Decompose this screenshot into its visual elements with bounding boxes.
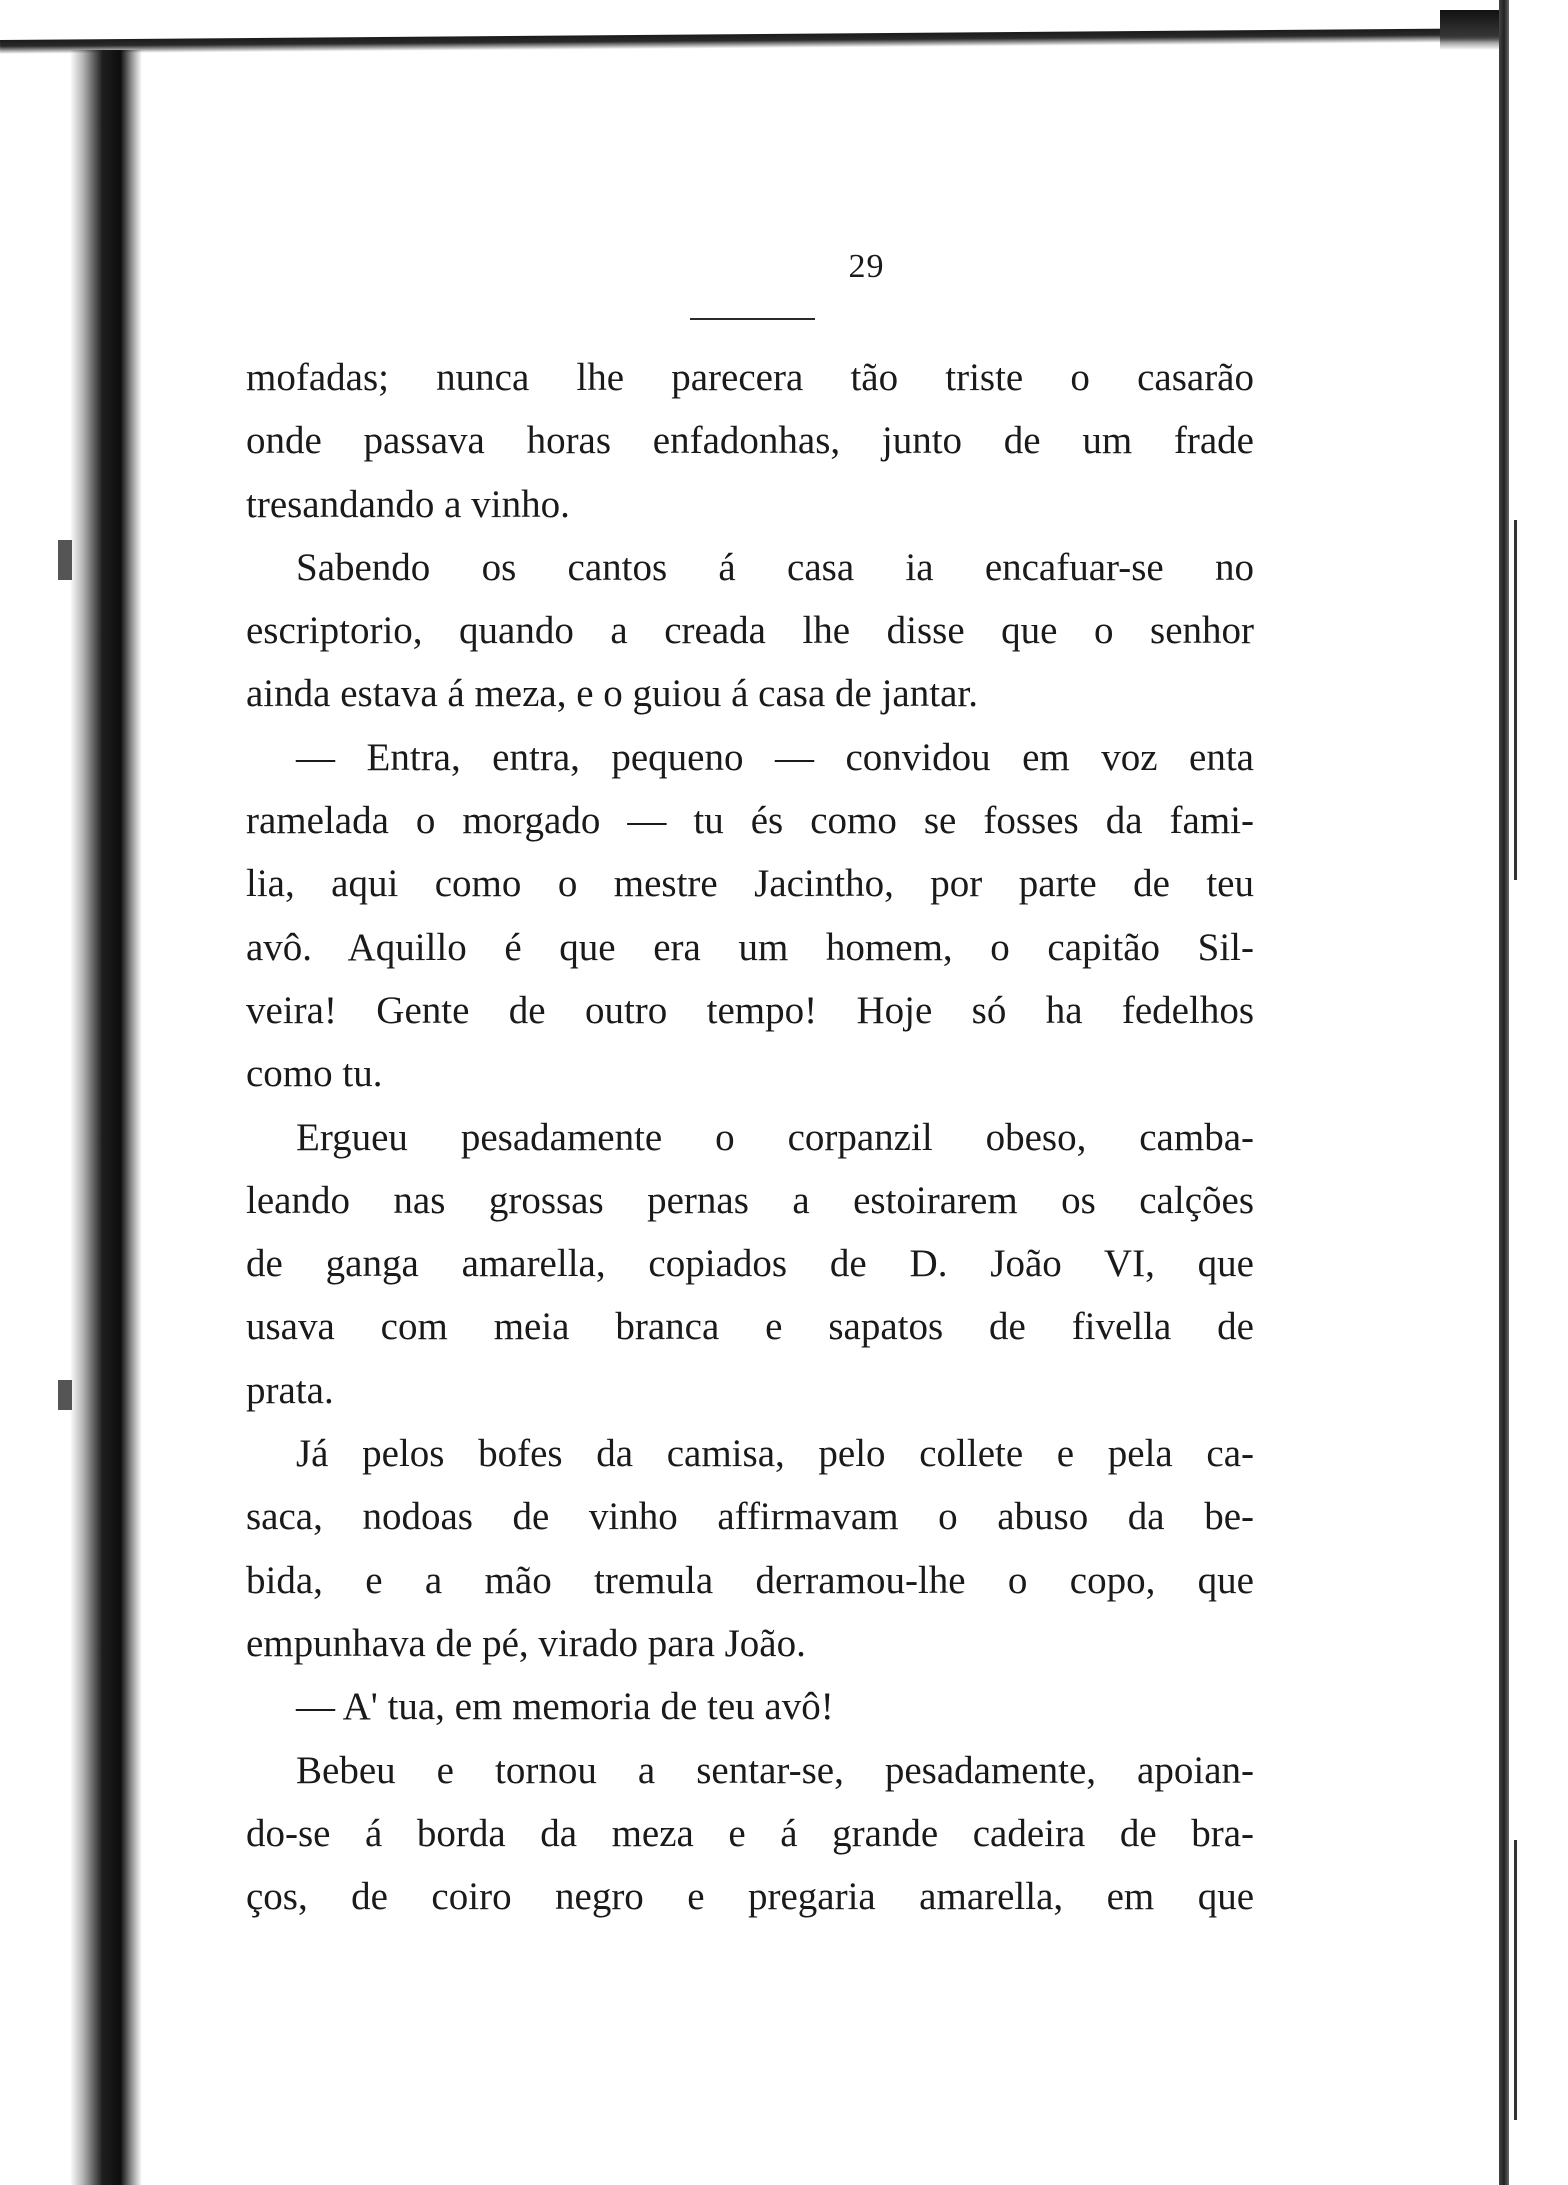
text-line: avô. Aquillo é que era um homem, o capitão Sil- [246, 925, 1254, 969]
page-right-edge-mark [1514, 520, 1517, 880]
text-line: ainda estava á meza, e o guiou á casa de jantar. [246, 672, 978, 716]
text-line: do-se á borda da meza e á grande cadeira de bra- [246, 1811, 1254, 1855]
text-line: Ergueu pesadamente o corpanzil obeso, camba- [296, 1115, 1254, 1159]
text-line: como tu. [246, 1052, 383, 1096]
text-line: Já pelos bofes da camisa, pelo collete e pela ca- [296, 1432, 1254, 1476]
text-line: ramelada o morgado — tu és como se fosses da fami- [246, 799, 1254, 843]
page-number: 29 [848, 248, 885, 285]
text-line: mofadas; nunca lhe parecera tão triste o casarão [246, 356, 1254, 399]
header-rule [690, 318, 815, 320]
body-text [246, 346, 1254, 1928]
text-line: veira! Gente de outro tempo! Hoje só ha fedelhos [246, 988, 1254, 1032]
text-line: lia, aqui como o mestre Jacintho, por parte de teu [246, 862, 1254, 906]
text-line: empunhava de pé, virado para João. [246, 1621, 806, 1665]
text-line: — A' tua, em memoria de teu avô! [296, 1685, 834, 1729]
text-line: de ganga amarella, copiados de D. João VI, que [246, 1242, 1254, 1286]
page-right-edge-mark [1514, 1840, 1517, 2120]
text-line: Sabendo os cantos á casa ia encafuar-se no [296, 545, 1254, 589]
text-line: bida, e a mão tremula derramou-lhe o copo, que [246, 1558, 1254, 1602]
text-line: prata. [246, 1368, 334, 1412]
text-line: escriptorio, quando a creada lhe disse que o senhor [246, 609, 1254, 653]
text-line: usava com meia branca e sapatos de fivella de [246, 1305, 1254, 1349]
text-line: saca, nodoas de vinho affirmavam o abuso da be- [246, 1495, 1254, 1539]
page-right-edge [1499, 0, 1509, 2185]
text-line: tresandando a vinho. [246, 482, 570, 526]
text-line: leando nas grossas pernas a estoirarem os calções [246, 1178, 1254, 1222]
spine-mark [58, 1380, 72, 1410]
book-spine-shadow [70, 50, 142, 2185]
page-corner-shadow [1440, 10, 1500, 50]
text-line: ços, de coiro negro e pregaria amarella, em que [246, 1875, 1254, 1919]
page-top-edge-shadow [0, 28, 1500, 54]
text-line: — Entra, entra, pequeno — convidou em voz enta [296, 735, 1254, 779]
spine-mark [58, 540, 72, 580]
text-line: onde passava horas enfadonhas, junto de um frade [246, 419, 1254, 463]
text-line: Bebeu e tornou a sentar-se, pesadamente, apoian- [296, 1748, 1254, 1792]
